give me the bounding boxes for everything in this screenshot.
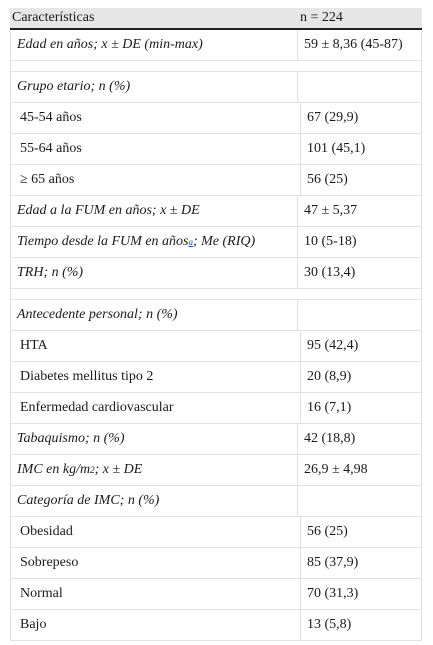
row-label-text: Tiempo desde la FUM en años — [17, 234, 189, 249]
table-row — [10, 30, 422, 61]
row-label: Edad a la FUM en años; x ± DE — [10, 196, 298, 226]
row-label: Enfermedad cardiovascular — [10, 393, 301, 423]
row-value: 47 ± 5,37 — [298, 196, 422, 226]
row-label: Edad en años; x ± DE (min-max) — [10, 30, 298, 60]
table-row — [10, 393, 422, 424]
table-row — [10, 486, 422, 517]
table-row — [10, 227, 422, 258]
row-value — [298, 72, 422, 102]
row-value — [298, 486, 422, 516]
row-value: 26,9 ± 4,98 — [298, 455, 422, 485]
characteristics-table — [10, 8, 422, 641]
row-label: Tabaquismo; n (%) — [10, 424, 298, 454]
row-label-suffix: ; x ± DE — [94, 462, 143, 477]
row-value: 56 (25) — [301, 165, 422, 195]
table-row — [10, 300, 422, 331]
row-value: 95 (42,4) — [301, 331, 422, 361]
table-row — [10, 579, 422, 610]
row-value: 70 (31,3) — [301, 579, 422, 609]
table-row — [10, 258, 422, 289]
header-characteristics: Características — [12, 10, 95, 25]
row-label: Categoría de IMC; n (%) — [10, 486, 298, 516]
row-label: 45-54 años — [10, 103, 301, 133]
table-row — [10, 331, 422, 362]
row-divider — [10, 289, 422, 300]
superscript: 2 — [90, 465, 95, 475]
table-row — [10, 424, 422, 455]
row-value: 59 ± 8,36 (45-87) — [298, 30, 422, 60]
row-divider — [10, 61, 422, 72]
row-value: 13 (5,8) — [301, 610, 422, 640]
row-value: 16 (7,1) — [301, 393, 422, 423]
table-row — [10, 362, 422, 393]
table-header — [10, 8, 422, 30]
row-label: ≥ 65 años — [10, 165, 301, 195]
row-label-suffix: ; Me (RIQ) — [192, 234, 256, 249]
row-label: Sobrepeso — [10, 548, 301, 578]
header-sample-size: n = 224 — [300, 10, 343, 25]
row-label: Antecedente personal; n (%) — [10, 300, 298, 330]
row-label — [10, 227, 298, 257]
table-row — [10, 610, 422, 641]
row-value — [298, 300, 422, 330]
row-label: HTA — [10, 331, 301, 361]
row-value: 30 (13,4) — [298, 258, 422, 288]
row-value: 42 (18,8) — [298, 424, 422, 454]
row-label: 55-64 años — [10, 134, 301, 164]
row-label — [10, 455, 298, 485]
row-value: 85 (37,9) — [301, 548, 422, 578]
row-value: 20 (8,9) — [301, 362, 422, 392]
table-row — [10, 165, 422, 196]
row-label: Obesidad — [10, 517, 301, 547]
table-row — [10, 196, 422, 227]
row-label: TRH; n (%) — [10, 258, 298, 288]
row-value: 56 (25) — [301, 517, 422, 547]
row-value: 101 (45,1) — [301, 134, 422, 164]
table-row — [10, 72, 422, 103]
row-value: 67 (29,9) — [301, 103, 422, 133]
table-row — [10, 455, 422, 486]
row-value: 10 (5-18) — [298, 227, 422, 257]
table-row — [10, 134, 422, 165]
table-row — [10, 103, 422, 134]
row-label: Bajo — [10, 610, 301, 640]
footnote-link[interactable]: a — [188, 237, 193, 247]
row-label: Diabetes mellitus tipo 2 — [10, 362, 301, 392]
table-row — [10, 517, 422, 548]
row-label-text: IMC en kg/m — [17, 462, 91, 477]
table-row — [10, 548, 422, 579]
row-label: Normal — [10, 579, 301, 609]
row-label: Grupo etario; n (%) — [10, 72, 298, 102]
